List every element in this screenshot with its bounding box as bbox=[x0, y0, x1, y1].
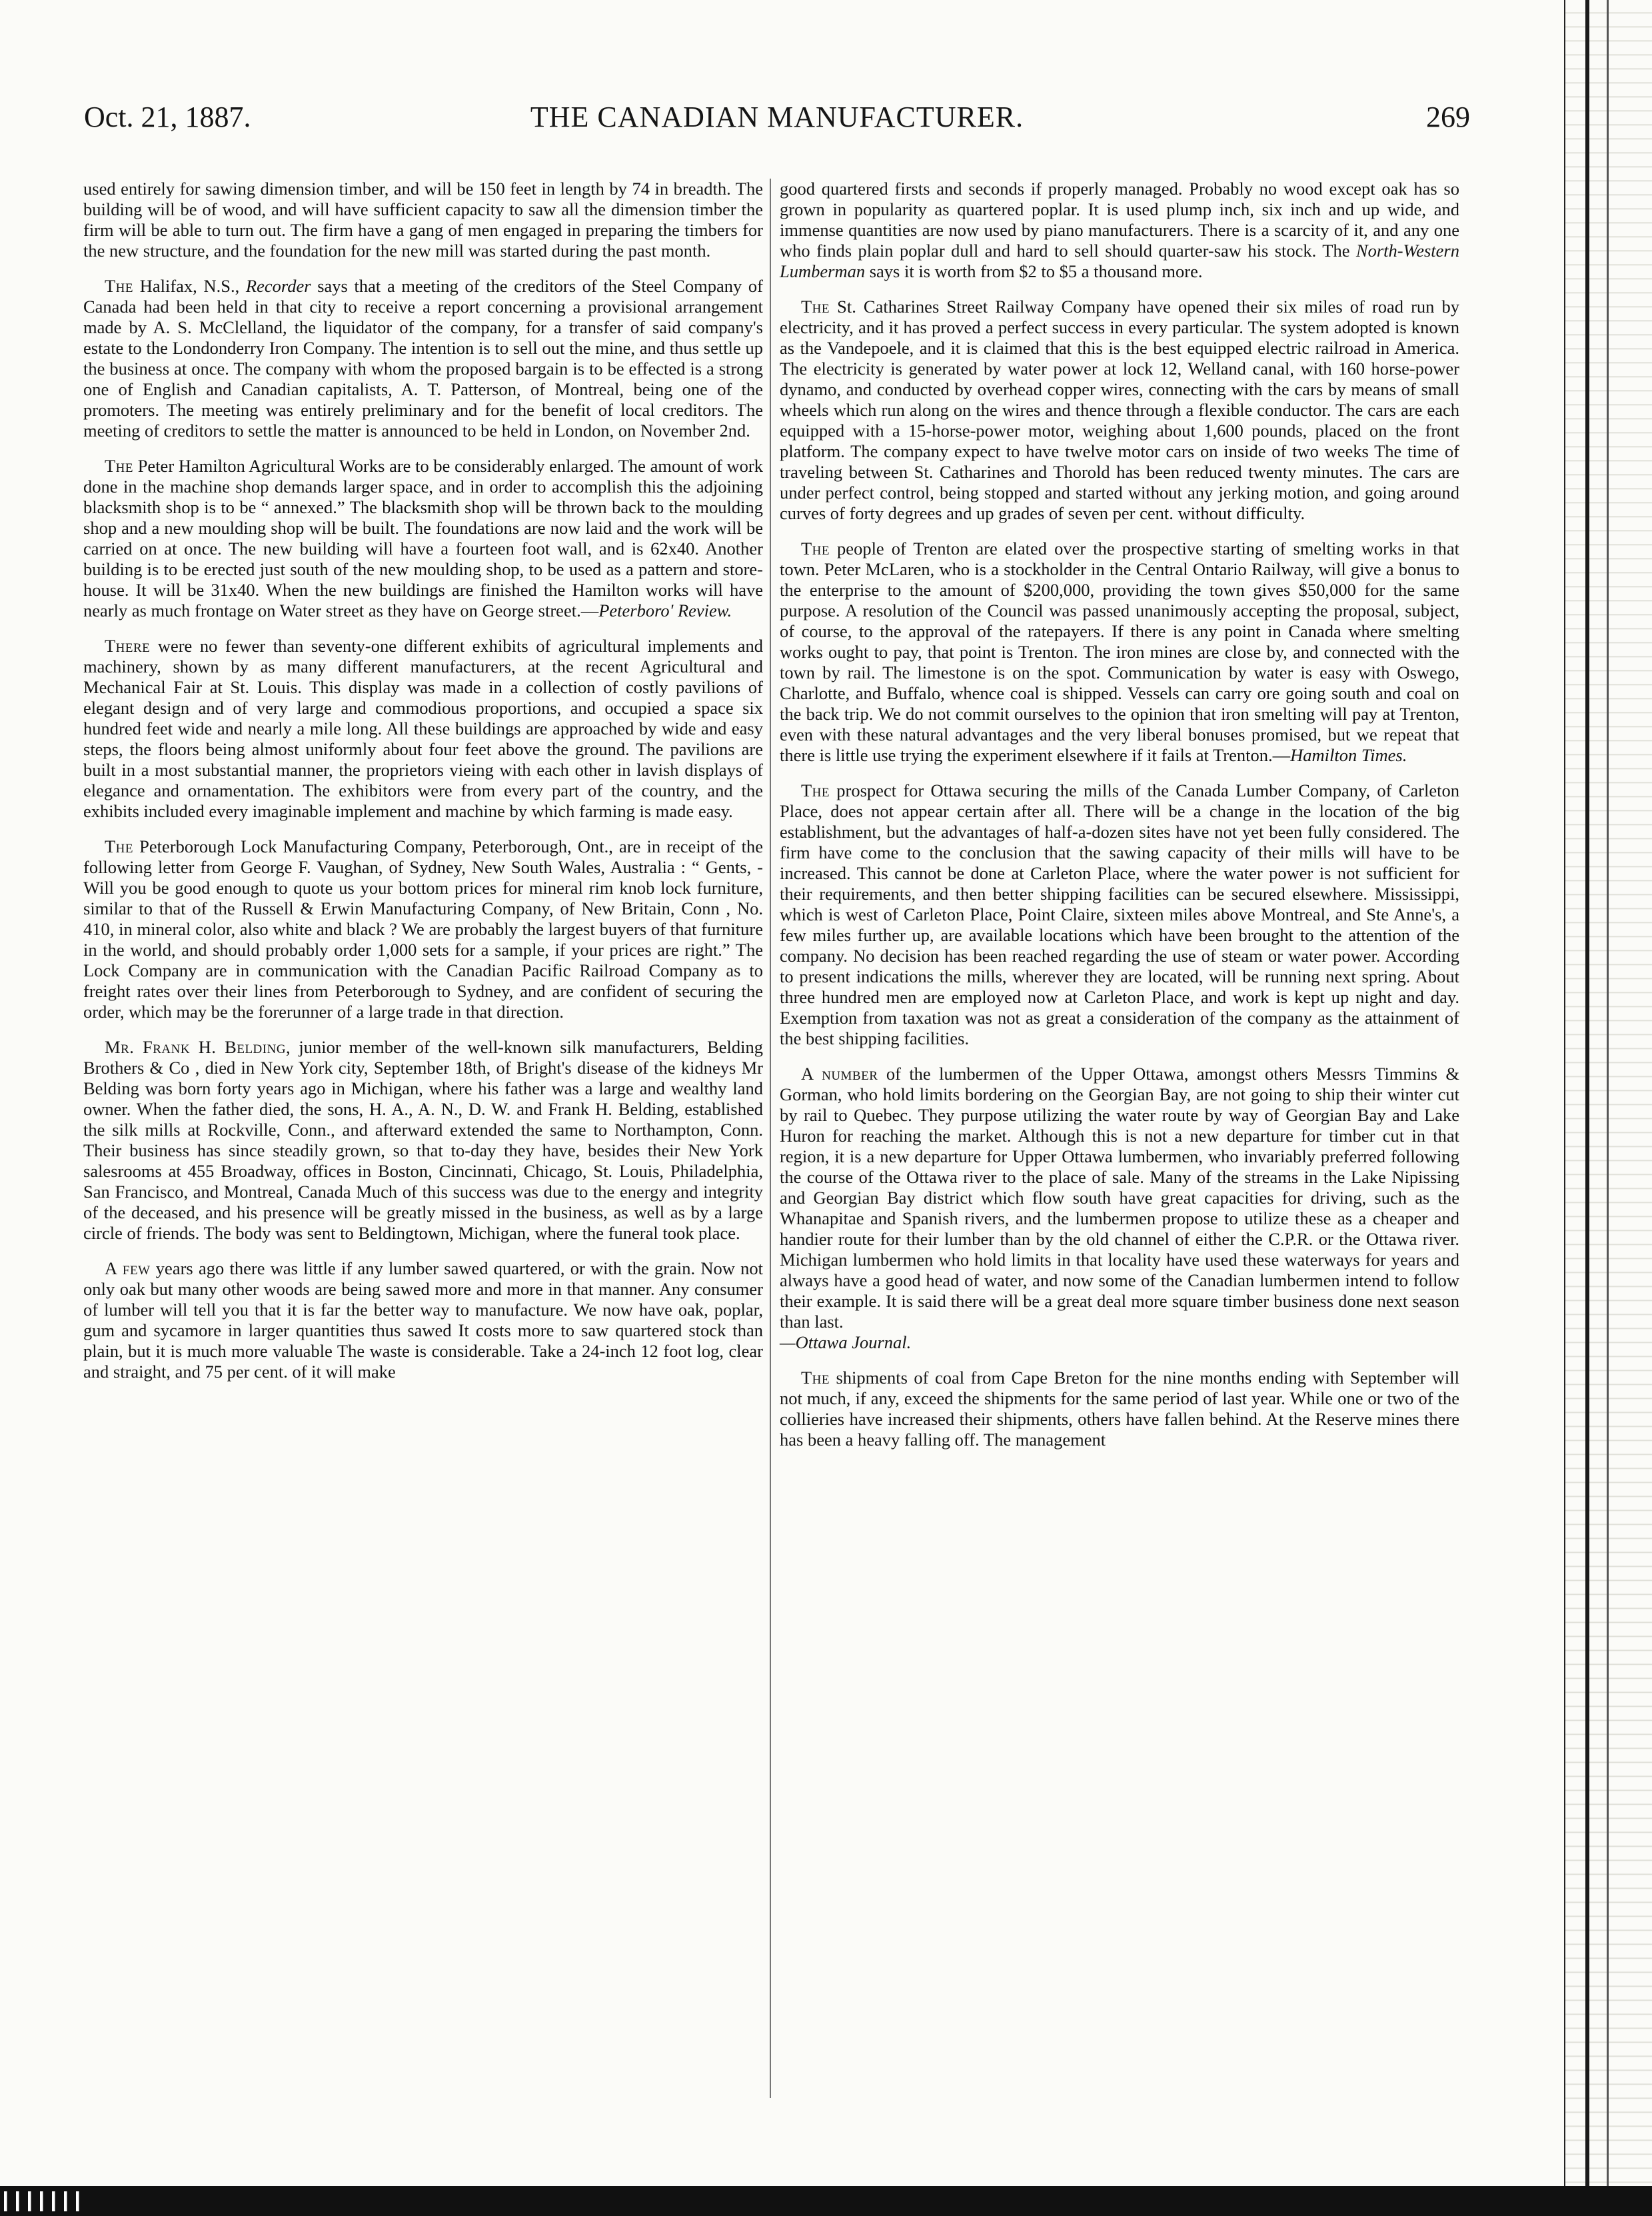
article-paragraph: The Peterborough Lock Manufacturing Company, Peterborough, Ont., are in receipt of the following letter from George F. Vaughan, of Sydney, New South Wales, Australia : “ Gents, - Will you be good enough to quote us your bottom prices for mineral rim knob lock furniture, similar to that of the Russell & Erwin Manufacturing Company, of New Britain, Conn , No. 410, in mineral color, also white and black ? We are probably the largest buyers of that furniture in the world, and should probably order 1,000 sets for a sample, if your prices are right.” The Lock Company are in communication with the Canadian Pacific Railroad Company as to freight rates over their lines from Peterborough to Sydney, and are confident of securing the order, which may be the forerunner of a large trade in that direction. bbox=[83, 836, 763, 1022]
article-paragraph: The shipments of coal from Cape Breton for the nine months ending with September will not much, if any, exceed the shipments for the same period of last year. While one or two of the collieries have increased their shipments, others have fallen behind. At the Reserve mines there has been a heavy falling off. The management bbox=[780, 1368, 1459, 1450]
binding-edge bbox=[1564, 0, 1652, 2216]
article-paragraph: A few years ago there was little if any lumber sawed quartered, or with the grain. Now not only oak but many other woods are being sawed more and more in that manner. Any consumer of lumber will tell you that it is far the better way to manufacture. We now have oak, poplar, gum and sycamore in larger quantities thus sawed It costs more to saw quartered stock than plain, but it is much more valuable The waste is considerable. Take a 24-inch 12 foot log, clear and straight, and 75 per cent. of it will make bbox=[83, 1258, 764, 1382]
binding-bar bbox=[1585, 0, 1589, 2216]
article-paragraph: There were no fewer than seventy-one different exhibits of agricultural implements and machinery, shown by as many different manufacturers, at the recent Agricultural and Mechanical Fair at St. Louis. This display was made in a collection of costly pavilions of elegant design and of very large and commodious proportions, and occupied a space six hundred feet wide and nearly a mile long. All these buildings are approached by wide and easy steps, the floors being almost uniformly about four feet above the ground. The pavilions are built in a most substantial manner, the proprietors vieing with each other in lavish displays of elegance and ornamentation. The exhibitors were from every part of the country, and the exhibits included every imaginable implement and machine by which farming is made easy. bbox=[83, 636, 763, 821]
article-paragraph: used entirely for sawing dimension timber, and will be 150 feet in length by 74 in breadth. The building will be of wood, and will have sufficient capacity to saw all the dimension timber the firm will be able to turn out. The firm have a gang of men engaged in preparing the timbers for the new structure, and the foundation for the new mill was started during the past month. bbox=[83, 179, 763, 261]
right-column bbox=[780, 179, 1459, 2111]
article-paragraph: Mr. Frank H. Belding, junior member of the well-known silk manufacturers, Belding Brothers & Co , died in New York city, September 18th, of Bright's disease of the kidneys Mr Belding was born forty years ago in Michigan, where his father was a large and wealthy land owner. When the father died, the sons, H. A., A. N., D. W. and Frank H. Belding, established the silk mills at Rockville, Conn., and afterward extended the same to Northampton, Conn. Their business has since steadily grown, so that to-day they have, besides their New York salesrooms at 455 Broadway, offices in Boston, Cincinnati, Chicago, St. Louis, Philadelphia, San Francisco, and Montreal, Canada Much of this success was due to the energy and integrity of the deceased, and his presence will be greatly missed in the business, as well as by a large circle of friends. The body was sent to Beldingtown, Michigan, where the funeral took place. bbox=[83, 1037, 764, 1243]
article-paragraph: good quartered firsts and seconds if properly managed. Probably no wood except oak has so grown in popularity as quartered poplar. It is used plump inch, six inch and up wide, and immense quantities are now used by piano manufacturers. There is a scarcity of it, and any one who finds plain poplar dull and hard to sell should quarter-saw his stock. The North-Western Lumberman says it is worth from $2 to $5 a thousand more. bbox=[780, 179, 1459, 281]
column-divider bbox=[770, 179, 771, 2098]
page-header bbox=[84, 100, 1470, 147]
article-paragraph: The Halifax, N.S., Recorder says that a meeting of the creditors of the Steel Company of Canada had been held in that city to receive a report concerning a provisional arrangement made by A. S. McClelland, the liquidator of the company, for a transfer of said company's estate to the Londonderry Iron Company. The intention is to sell out the mine, and thus settle up the business at once. The company with whom the proposed bargain is to be effected is a strong one of English and Canadian capitalists, A. T. Patterson, of Montreal, being one of the promoters. The meeting was entirely preliminary and for the benefit of local creditors. The meeting of creditors to settle the matter is announced to be held in London, on November 2nd. bbox=[83, 276, 763, 441]
masthead-title: THE CANADIAN MANUFACTURER. bbox=[530, 101, 1024, 133]
article-paragraph: The St. Catharines Street Railway Company have opened their six miles of road run by electricity, and it has proved a perfect success in every particular. The system adopted is known as the Vandepoele, and it is claimed that this is the best equipped electric railroad in America. The electricity is generated by water power at lock 12, Welland canal, with 160 horse-power dynamo, and conducted by overhead copper wires, connecting with the cars by means of small wheels which run along on the wires and thence through a flexible conductor. The cars are each equipped with a 15-horse-power motor, weighing about 1,600 pounds, placed on the front platform. The company expect to have twelve motor cars on inside of two weeks The time of traveling between St. Catharines and Thorold has been reduced twenty minutes. The cars are under perfect control, being stopped and started without any jerking motion, and going around curves of forty degrees and up grades of seven per cent. without difficulty. bbox=[780, 297, 1459, 523]
scan-ruler-marks bbox=[4, 2191, 84, 2211]
issue-date: Oct. 21, 1887. bbox=[84, 101, 251, 133]
left-column bbox=[83, 179, 763, 2111]
article-paragraph: The prospect for Ottawa securing the mills of the Canada Lumber Company, of Carleton Place, does not appear certain after all. There will be a change in the location of the big establishment, but the advantages of half-a-dozen sites have not yet been fully considered. The firm have come to the conclusion that the sawing capacity of their mills will have to be increased. This cannot be done at Carleton Place, where the water power is not sufficient for their requirements, and then better shipping facilities can be secured elsewhere. Mississippi, which is west of Carleton Place, Point Claire, sixteen miles above Montreal, and Ste Anne's, a few miles further up, are available locations which have been brought to the attention of the company. No decision has been reached regarding the use of steam or water power. According to present indications the mills, wherever they are located, will be running next spring. About three hundred men are employed now at Carleton Place, and work is kept up night and day. Exemption from taxation was not as great a consideration of the company as the attainment of the best shipping facilities. bbox=[780, 780, 1459, 1048]
article-paragraph: The people of Trenton are elated over the prospective starting of smelting works in that town. Peter McLaren, who is a stockholder in the Central Ontario Railway, will give a bonus to the enterprise to the amount of $200,000, providing the town gives $50,000 for the same purpose. A resolution of the Council was passed unanimously accepting the proposal, subject, of course, to the approval of the ratepayers. If there is any point in Canada where smelting works ought to pay, that point is Trenton. The iron mines are close by, and connected with the town by rail. The limestone is on the spot. Communication by water is easy with Oswego, Charlotte, and Buffalo, whence coal is shipped. Vessels can carry ore going south and coal on the back trip. We do not commit ourselves to the opinion that iron smelting will pay at Trenton, even with these natural advantages and the very liberal bonuses promised, but we repeat that there is little use trying the experiment elsewhere if it fails at Trenton.—Hamilton Times. bbox=[780, 539, 1459, 765]
article-paragraph: The Peter Hamilton Agricultural Works are to be considerably enlarged. The amount of work done in the machine shop demands larger space, and in order to accomplish this the adjoining blacksmith shop is to be “ annexed.” The blacksmith shop will be thrown back to the moulding shop and a new moulding shop will be built. The foundations are now laid and the work will be carried on at once. The new building will have a fourteen foot wall, and is 62x40. Another building is to be erected just south of the new moulding shop, to be used as a pattern and store-house. It will be 31x40. When the new buildings are finished the Hamilton works will have nearly as much frontage on Water street as they have on George street.—Peterboro' Review. bbox=[83, 456, 763, 620]
article-paragraph: A number of the lumbermen of the Upper Ottawa, amongst others Messrs Timmins & Gorman, who hold limits bordering on the Georgian Bay, are not going to ship their winter cut by rail to Quebec. They purpose utilizing the water route by way of Georgian Bay and Lake Huron for reaching the market. Although this is not a new departure for timber cut in that region, it is a new departure for Upper Ottawa lumbermen, who invariably preferred following the course of the Ottawa river to the place of sale. Many of the streams in the Lake Nipissing and Georgian Bay district which flow south have great capacities for driving, such as the Whanapitae and Spanish rivers, and the lumbermen propose to utilize these as a cheaper and handier route for their lumber than by the old channel of either the C.P.R. or the Ottawa river. Michigan lumbermen who hold limits in that locality have used these waterways for years and always have a good head of water, and now some of the Canadian lumbermen intend to follow their example. It is said there will be a great deal more square timber business done next season than last. —Ottawa Journal. bbox=[780, 1064, 1459, 1352]
scan-border-strip bbox=[0, 2186, 1652, 2216]
binding-bar bbox=[1607, 0, 1609, 2216]
page-number: 269 bbox=[1426, 101, 1470, 133]
